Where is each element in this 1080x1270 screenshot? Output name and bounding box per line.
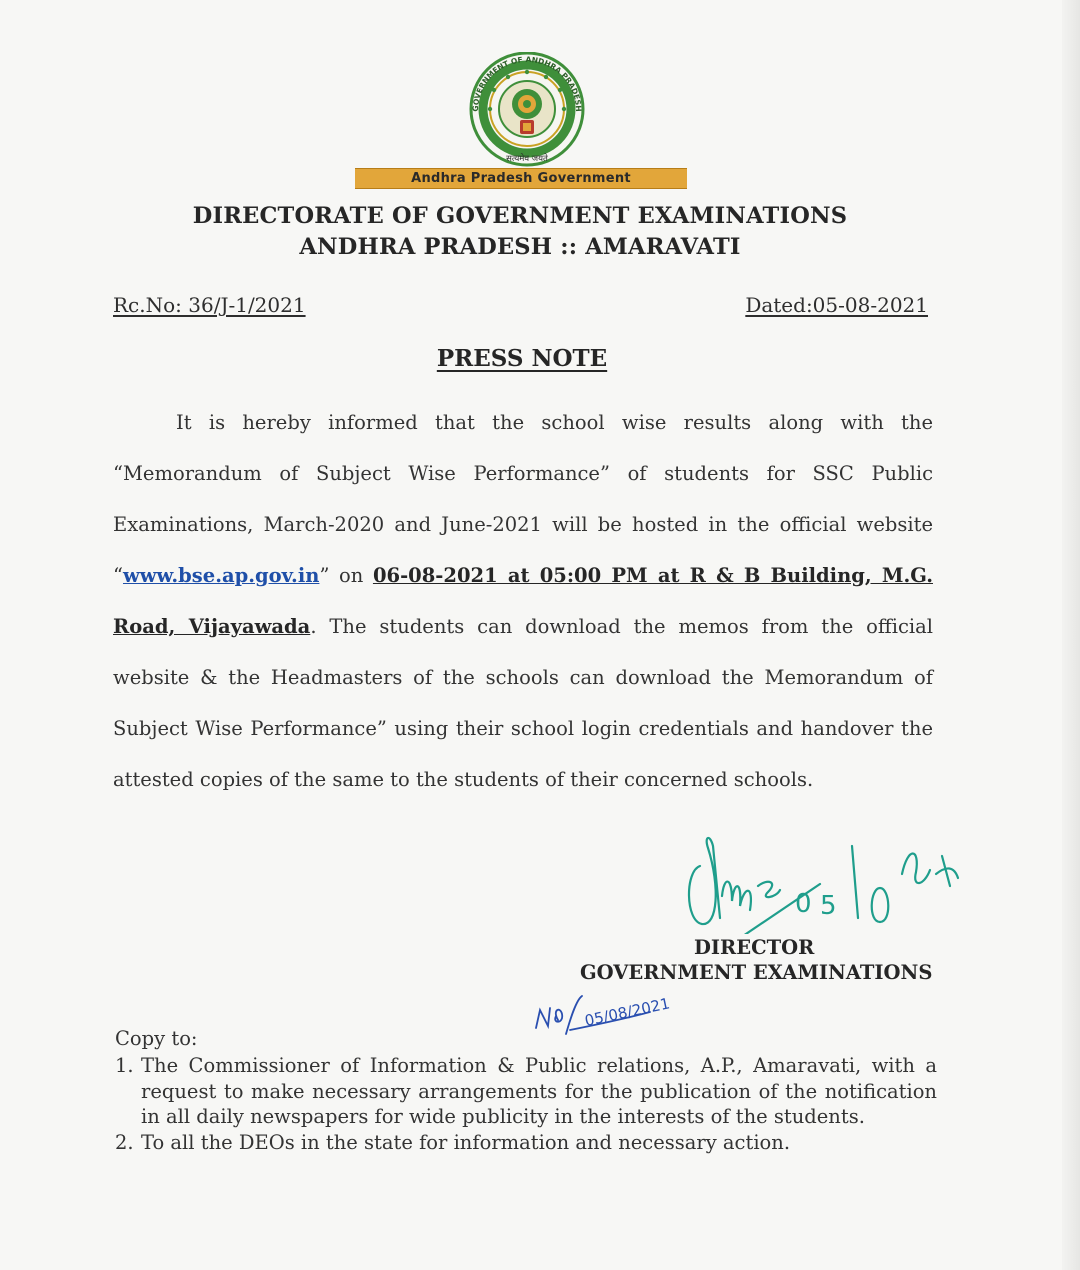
release-event-details: 06-08-2021 at 05:00 PM at R & B Building, M.G. Road, Vijayawada [113, 564, 933, 638]
initial-date-text: 05/08/2021 [583, 994, 672, 1030]
press-note-body [113, 397, 933, 805]
director-signature [680, 826, 970, 934]
copy-to-list [115, 1053, 937, 1155]
body-text-on: ” on [319, 564, 373, 587]
list-item-text: To all the DEOs in the state for information and necessary action. [141, 1130, 791, 1154]
directorate-location: ANDHRA PRADESH :: AMARAVATI [299, 234, 741, 260]
list-item-number: 1. [115, 1054, 134, 1077]
emblem-motto: सत्यमेव जयते [506, 154, 548, 164]
svg-text:5: 5 [820, 891, 837, 921]
emblem-ring-text: GOVERNMENT OF ANDHRA PRADESH [470, 54, 584, 112]
signatory-designation: DIRECTOR [694, 936, 815, 959]
body-text-intro: It is hereby informed that the school wise results along with the “Memorandum of Subject Wise Performance” of students for SSC Public Examinations, March-2020 and June-2021 will be hosted in the official website “ [113, 411, 933, 587]
signatory-department: GOVERNMENT EXAMINATIONS [580, 961, 933, 984]
list-item-text: The Commissioner of Information & Public relations, A.P., Amaravati, with a request to make necessary arrangements for the publication of the notification in all daily newspapers for wide publicity in the interests of the students. [141, 1054, 937, 1128]
list-item [115, 1130, 937, 1156]
page-title: PRESS NOTE [436, 345, 608, 372]
document-date: Dated:05-08-2021 [745, 293, 928, 317]
directorate-title: DIRECTORATE OF GOVERNMENT EXAMINATIONS [192, 203, 848, 229]
copy-to-section [115, 1026, 937, 1155]
government-band-label: Andhra Pradesh Government [355, 168, 687, 189]
list-item-number: 2. [115, 1130, 134, 1154]
body-text-instructions: . The students can download the memos from the official website & the Headmasters of the schools can download the Memorandum of Subject Wise Performance” using their school login credentials and handover the attested copies of the same to the students of their concerned schools. [113, 615, 933, 791]
andhra-pradesh-emblem-logo [456, 52, 598, 170]
page-edge-shadow [1062, 0, 1080, 1270]
website-link[interactable]: www.bse.ap.gov.in [122, 564, 320, 587]
reference-number: Rc.No: 36/J-1/2021 [113, 293, 306, 317]
copy-to-heading: Copy to: [115, 1027, 198, 1050]
list-item [115, 1053, 937, 1130]
svg-text:0: 0 [795, 889, 812, 919]
